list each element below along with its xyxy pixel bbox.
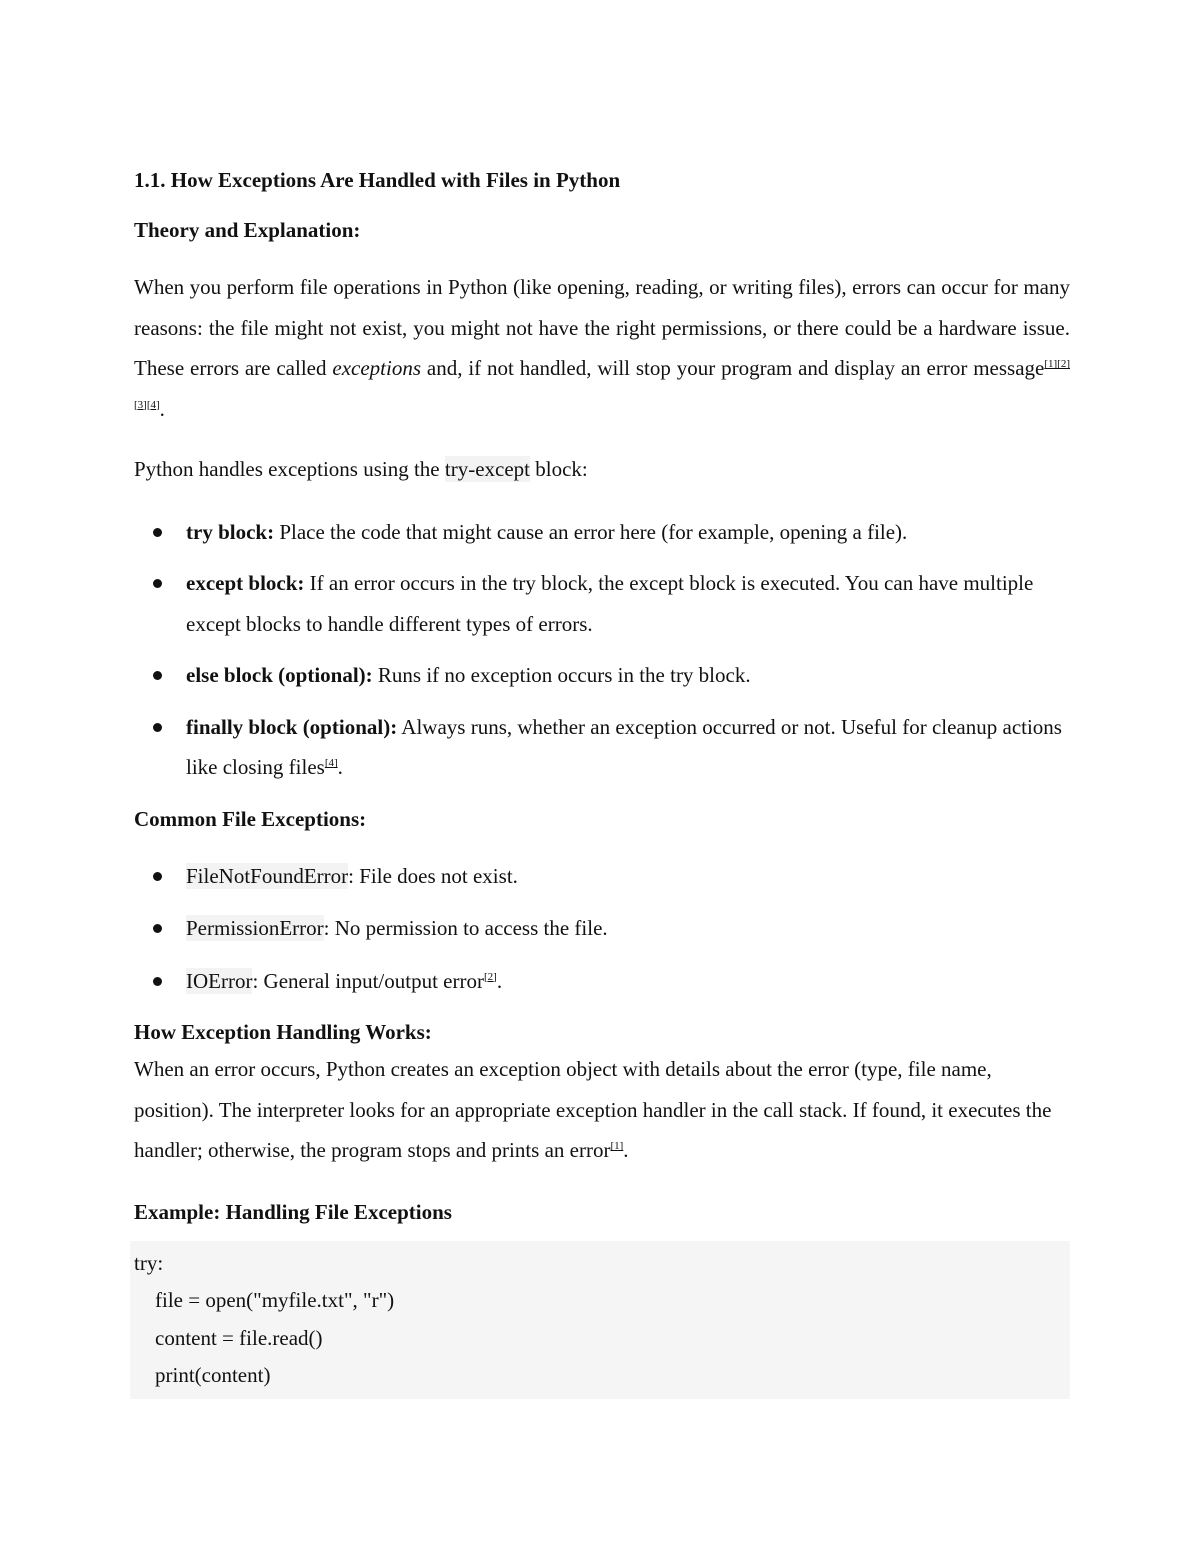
list-item [134,961,1070,1002]
block-text: Runs if no exception occurs in the try block. [372,663,751,687]
block-label: except block: [186,571,305,595]
finally-reference[interactable]: [4] [324,757,338,769]
exception-name: PermissionError [186,916,324,940]
exception-text: : File does not exist. [348,863,518,888]
list-item [134,512,1070,553]
try-except-code: try-except [444,457,531,481]
block-text: Place the code that might cause an error here (for example, opening a file). [274,519,908,544]
try-intro-paragraph [134,449,1070,490]
bullet-icon [153,872,162,881]
list-item [134,707,1070,788]
list-item [134,563,1070,644]
try-intro-after: block: [530,457,588,481]
exception-list [134,856,1070,1002]
how-paragraph [134,1049,1070,1171]
exception-name: FileNotFoundError [186,863,349,888]
code-line: file = open("myfile.txt", "r") [134,1288,395,1312]
intro-end: . [159,396,165,421]
document-page [134,160,1070,1399]
intro-text-a: When you perform file operations in Python (like opening, reading, or writing files), errors can occur for many reasons: the file might not exist, you might not have the right permissions, or there could be a hardware issue. These errors are called [134,275,1070,380]
intro-emphasis: exceptions [332,356,421,380]
block-label: finally block (optional): [186,714,398,739]
how-it-works-title: How Exception Handling Works: [134,1020,432,1044]
bullet-icon [153,977,162,986]
intro-paragraph [134,267,1070,429]
exception-text: : General input/output error [252,968,484,993]
bullet-icon [153,528,162,537]
how-reference[interactable]: [1] [610,1140,624,1152]
block-label: else block (optional): [186,663,373,687]
intro-text-b: and, if not handled, will stop your program and display an error message [421,356,1045,380]
exception-text: : No permission to access the file. [323,916,608,940]
exception-end: . [496,968,503,993]
how-text: When an error occurs, Python creates an exception object with details about the error (type, file name, position). The interpreter looks for an appropriate exception handler in the call stack. If found, it executes the handler; otherwise, the program stops and prints an error [134,1057,1052,1162]
ioerror-reference[interactable]: [2] [483,970,497,983]
block-label: try block: [186,519,275,544]
section-heading: 1.1. How Exceptions Are Handled with Files in Python [134,168,621,192]
how-end: . [623,1138,629,1162]
try-intro-before: Python handles exceptions using the [134,457,445,481]
block-list [134,512,1070,788]
block-text: If an error occurs in the try block, the except block is executed. You can have multiple except blocks to handle different types of errors. [186,571,1034,636]
code-line: try: [134,1250,164,1275]
common-exceptions-title: Common File Exceptions: [134,806,367,831]
code-line: print(content) [134,1363,271,1387]
bullet-icon [153,671,162,680]
list-item [134,856,1070,897]
bullet-icon [153,924,162,933]
theory-title: Theory and Explanation: [134,218,361,242]
list-item [134,655,1070,696]
code-block [130,1241,1070,1399]
bullet-icon [153,723,162,732]
intro-references[interactable]: [1][2][3][4] [134,358,1070,411]
exception-name: IOError [186,968,253,993]
code-line: content = file.read() [134,1325,323,1350]
block-end: . [337,755,343,779]
list-item [134,908,1070,949]
bullet-icon [153,579,162,588]
example-title: Example: Handling File Exceptions [134,1199,452,1224]
block-text: Always runs, whether an exception occurred or not. Useful for cleanup actions like closing files [186,714,1062,779]
